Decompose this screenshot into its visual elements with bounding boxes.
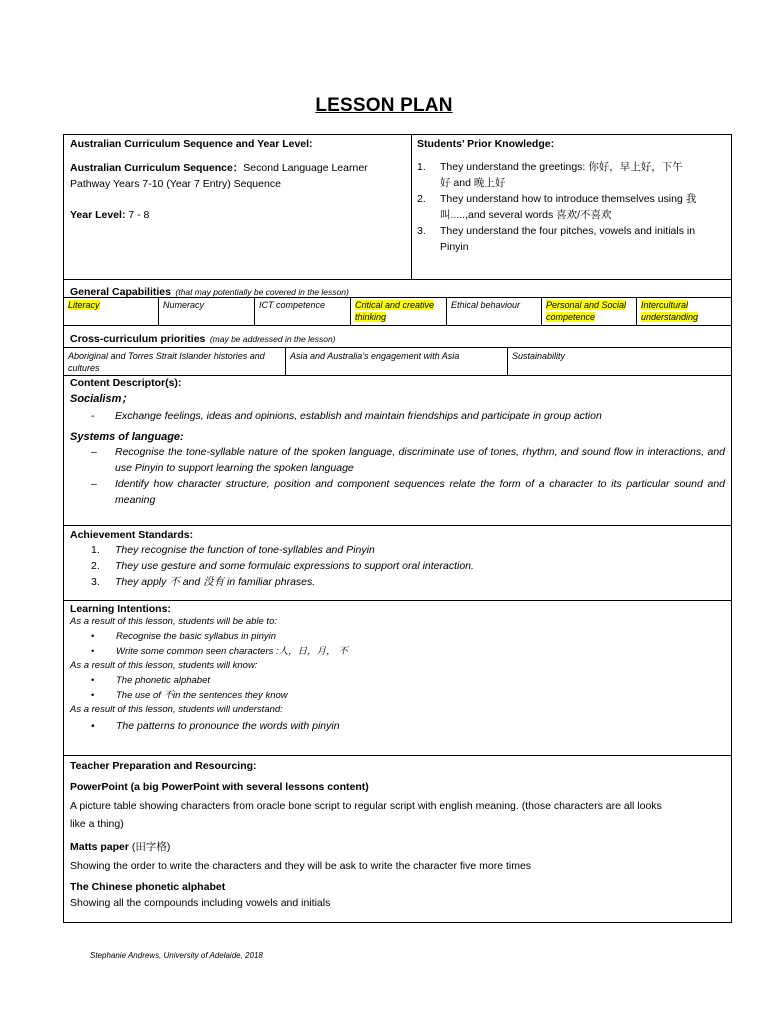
cross-curriculum-row [64,348,731,376]
understand-intro: As a result of this lesson, students will understand: [70,704,283,715]
prior-knowledge-item: 1. They understand the greetings: 你好，早上好，下午 好 and 晚上好 [417,161,683,189]
powerpoint-text: A picture table showing characters from oracle bone script to regular script with english meaning. (those characters are all looks like a thing) [70,800,662,830]
cross-curriculum-heading: Cross-curriculum priorities [70,333,206,345]
teacher-preparation-section [64,756,731,922]
able-to-intro: As a result of this lesson, students will be able to: [70,616,277,627]
systems-item: – Identify how character structure, position and component sequences relate the form of a character to its particular sound and meaning [91,478,725,506]
understand-item: • The patterns to pronounce the words with pinyin [91,720,340,732]
year-level-value: 7 - 8 [125,209,150,221]
achievement-item: 3. They apply 不 and 没有 in familiar phrases. [91,576,316,588]
able-to-item: • Recognise the basic syllabus in pinyin [91,631,277,642]
content-descriptors-section [64,376,731,526]
powerpoint-heading: PowerPoint (a big PowerPoint with several lessons content) [70,781,369,793]
prior-knowledge-heading: Students’ Prior Knowledge: [417,138,555,150]
prior-knowledge-item: 3. They understand the four pitches, vowels and initials in Pinyin [417,225,696,253]
capability-numeracy: Numeracy [159,298,255,325]
sequence-value: Second Language Learner [243,162,368,174]
general-capabilities-note: (that may potentially be covered in the lesson) [175,287,349,297]
capability-personal-social: Personal and Social competence [542,298,637,325]
socialism-heading: Socialism； [70,393,133,405]
sequence-line-2: Pathway Years 7-10 (Year 7 Entry) Sequence [70,178,281,190]
year-level-label: Year Level: [70,209,126,221]
priority-sustainability: Sustainability [512,351,566,361]
systems-heading: Systems of language: [70,431,184,443]
matts-paper-text: Showing the order to write the characters and they will be ask to write the character five more times [70,860,532,872]
achievement-item: 1. They recognise the function of tone-syllables and Pinyin [91,544,375,556]
capability-critical-thinking: Critical and creative thinking [351,298,447,325]
general-capabilities-row [64,298,731,326]
phonetic-alphabet-heading: The Chinese phonetic alphabet [70,881,226,893]
teacher-prep-heading: Teacher Preparation and Resourcing: [70,760,257,772]
socialism-item: - Exchange feelings, ideas and opinions, establish and maintain friendships and participate in group action [91,410,602,422]
matts-paper-heading: Matts paper (田字格) [70,841,171,853]
phonetic-alphabet-text: Showing all the compounds including vowels and initials [70,897,331,909]
curriculum-row [64,135,731,280]
know-item: • The use of 不in the sentences they know [91,690,288,701]
able-to-item: • Write some common seen characters :人，日，月， 不 [91,646,348,657]
achievement-standards-section [64,526,731,601]
achievement-item: 2. They use gesture and some formulaic expressions to support oral interaction. [91,560,474,572]
general-capabilities-heading-row [64,280,731,298]
know-item: • The phonetic alphabet [91,675,211,686]
prior-knowledge-cell [417,138,727,255]
capability-ethical: Ethical behaviour [447,298,542,325]
cross-curriculum-note: (may be addressed in the lesson) [209,334,336,344]
sequence-label: Australian Curriculum Sequence： [70,162,244,174]
content-descriptors-heading: Content Descriptor(s): [70,377,182,389]
prior-knowledge-item: 2. They understand how to introduce themselves using 我 叫.....,and several words 喜欢/不喜欢 [417,193,697,221]
priority-aboriginal: Aboriginal and Torres Strait Islander histories and cultures [64,348,286,375]
capability-ict: ICT competence [255,298,351,325]
capability-intercultural: Intercultural understanding [641,300,699,322]
know-intro: As a result of this lesson, students will know: [70,660,258,671]
footer-credit: Stephanie Andrews, University of Adelaide, 2018 [90,951,263,960]
lesson-plan-table [63,134,732,923]
page-title: LESSON PLAN [315,95,453,116]
priority-asia: Asia and Australia’s engagement with Asia [286,348,508,375]
learning-intentions-section [64,601,731,756]
achievement-standards-heading: Achievement Standards: [70,529,194,541]
curriculum-cell [70,138,405,221]
systems-item: – Recognise the tone-syllable nature of the spoken language, discriminate use of tones, rhythm, and sound flow in interactions, and use Pinyin to support learning the spoken language [91,446,725,474]
curriculum-heading: Australian Curriculum Sequence and Year Level: [70,138,313,150]
learning-intentions-heading: Learning Intentions: [70,603,171,615]
general-capabilities-heading: General Capabilities [70,286,171,298]
cross-curriculum-heading-row [64,326,731,348]
capability-literacy: Literacy [64,298,159,325]
